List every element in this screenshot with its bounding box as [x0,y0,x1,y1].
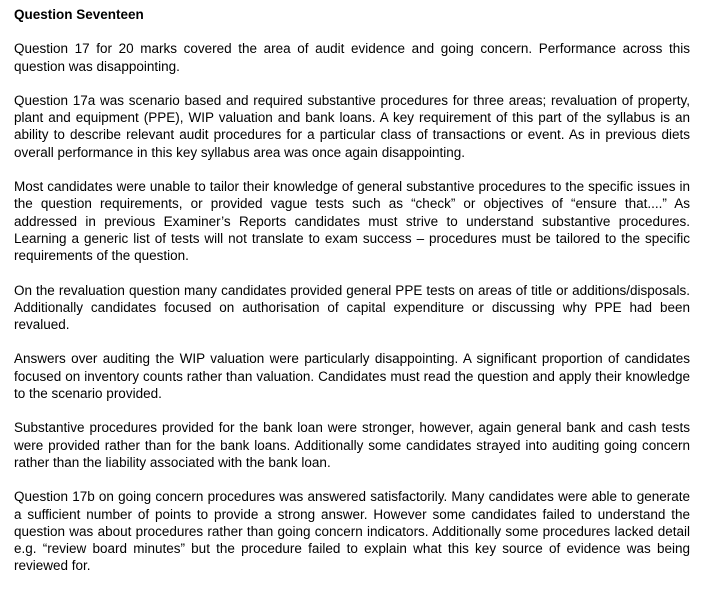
paragraph-revaluation: On the revaluation question many candidates provided general PPE tests on areas of title or additions/disposals. Additionally candidates focused on authorisation of capital expenditure or discussing why PPE had been revalued. [14,282,690,333]
page-title: Question Seventeen [14,7,144,22]
paragraph-q17a-overview: Question 17a was scenario based and required substantive procedures for three areas; revaluation of property, plant and equipment (PPE), WIP valuation and bank loans. A key requirement of this part of the syllabus is an ability to describe relevant audit procedures for a particular class of transactions or event. As in previous diets overall performance in this key syllabus area was once again disappointing. [14,92,690,160]
paragraph-general-substantive: Most candidates were unable to tailor their knowledge of general substantive procedures to the specific issues in the question requirements, or provided vague tests such as “check” or objectives of “ensure that....” As addressed in previous Examiner’s Reports candidates must strive to understand substantive procedures. Learning a generic list of tests will not translate to exam success – procedures must be tailored to the specific requirements of the question. [14,179,690,264]
paragraph-wip-valuation: Answers over auditing the WIP valuation were particularly disappointing. A significant proportion of candidates focused on inventory counts rather than valuation. Candidates must read the question and apply their knowledge to the scenario provided. [14,351,690,402]
paragraph-intro: Question 17 for 20 marks covered the area of audit evidence and going concern. Performance across this question was disappointing. [14,41,690,74]
paragraph-bank-loan: Substantive procedures provided for the bank loan were stronger, however, again general bank and cash tests were provided rather than for the bank loans. Additionally some candidates strayed into auditing going concern rather than the liability associated with the bank loan. [14,420,690,470]
paragraph-q17b-going-concern: Question 17b on going concern procedures was answered satisfactorily. Many candidates were able to generate a sufficient number of points to provide a strong answer. However some candidates failed to understand the question was about procedures rather than going concern indicators. Additionally some procedures lacked detail e.g. “review board minutes” but the procedure failed to explain what this key source of evidence was being reviewed for. [14,489,690,574]
